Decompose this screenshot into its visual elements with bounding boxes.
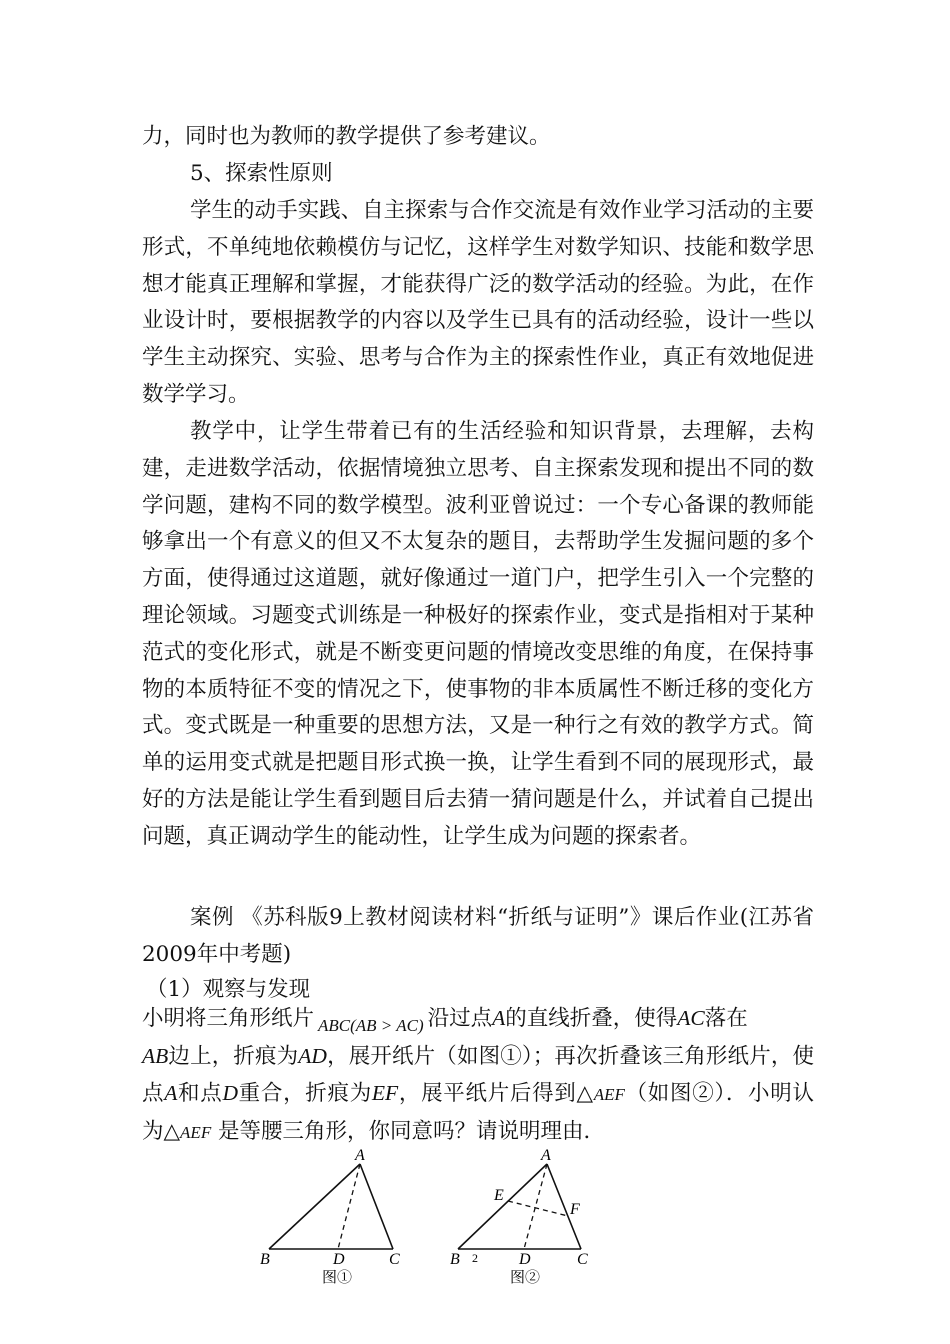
fig1-label-d: D — [333, 1251, 345, 1268]
fig2-side-ab — [458, 1164, 547, 1249]
fig1-label-c: C — [389, 1251, 400, 1268]
fig2-label-e: E — [494, 1187, 504, 1204]
section-heading: 5、探索性原则 — [190, 161, 333, 186]
fig1-caption: 图① — [322, 1270, 353, 1286]
fig1-label-b: B — [260, 1251, 270, 1268]
figure-1 — [260, 1147, 400, 1286]
fig2-label-2: 2 — [472, 1251, 478, 1265]
problem-heading: （1）观察与发现 — [146, 977, 311, 1002]
fig2-label-f: F — [570, 1201, 580, 1218]
figure-2 — [450, 1147, 588, 1286]
fig2-label-b: B — [450, 1251, 460, 1268]
paragraph-0: 力，同时也为教师的教学提供了参考建议。 — [142, 124, 551, 149]
fig2-label-a: A — [541, 1147, 551, 1164]
paragraph-3: 教学中，让学生带着已有的生活经验和知识背景，去理解，去构建，走进数学活动，依据情境独立思考、自主探索发现和提出不同的数学问题，建构不同的数学模型。波利亚曾说过：一个专心备课的教师能够拿出一个有意义的但又不太复杂的题目，去帮助学生发掘问题的多个方面，使得通过这道题，就好像通过一道门户，把学生引入一个完整的理论领域。习题变式训练是一种极好的探索作业，变式是指相对于某种范式的变化形式，就是不断变更问题的情境改变思维的角度，在保持事物的本质特征不变的情况之下，使事物的非本质属性不断迁移的变化方式。变式既是一种重要的思想方法，又是一种行之有效的教学方式。简单的运用变式就是把题目形式换一换，让学生看到不同的展现形式，最好的方法是能让学生看到题目后去猜一猜问题是什么，并试着自己提出问题，真正调动学生的能动性，让学生成为问题的探索者。 — [142, 419, 814, 849]
fig1-crease-ad — [338, 1164, 360, 1249]
fig1-side-ac — [360, 1164, 393, 1249]
fig2-label-c: C — [577, 1251, 588, 1268]
fig2-label-d: D — [519, 1251, 531, 1268]
case-paragraph: 案例 《苏科版9上教材阅读材料“折纸与证明”》课后作业(江苏省2009年中考题) — [142, 905, 814, 967]
fig1-side-ab — [269, 1164, 360, 1249]
fig2-caption: 图② — [510, 1270, 541, 1286]
problem-text: 小明将三角形纸片 $_{ABC(AB > AC)}$ 沿过点A的直线折叠，使得AC落在 AB边上，折痕为AD，展开纸片（如图①）；再次折叠该三角形纸片，使点A和点D重合，折痕为EF，展平纸片后得到△AEF（如图②）．小明认为△AEF 是等腰三角形，你同意吗？请说明理由． — [142, 1006, 814, 1144]
fig1-label-a: A — [355, 1147, 365, 1164]
paragraph-2: 学生的动手实践、自主探索与合作交流是有效作业学习活动的主要形式，不单纯地依赖模仿与记忆，这样学生对数学知识、技能和数学思想才能真正理解和掌握，才能获得广泛的数学活动的经验。为此，在作业设计时，要根据教学的内容以及学生已具有的活动经验，设计一些以学生主动探究、实验、思考与合作为主的探索性作业，真正有效地促进数学学习。 — [142, 198, 814, 407]
math-abc: ABC(AB > AC) — [318, 1016, 424, 1035]
fig2-crease-ef — [508, 1201, 568, 1216]
